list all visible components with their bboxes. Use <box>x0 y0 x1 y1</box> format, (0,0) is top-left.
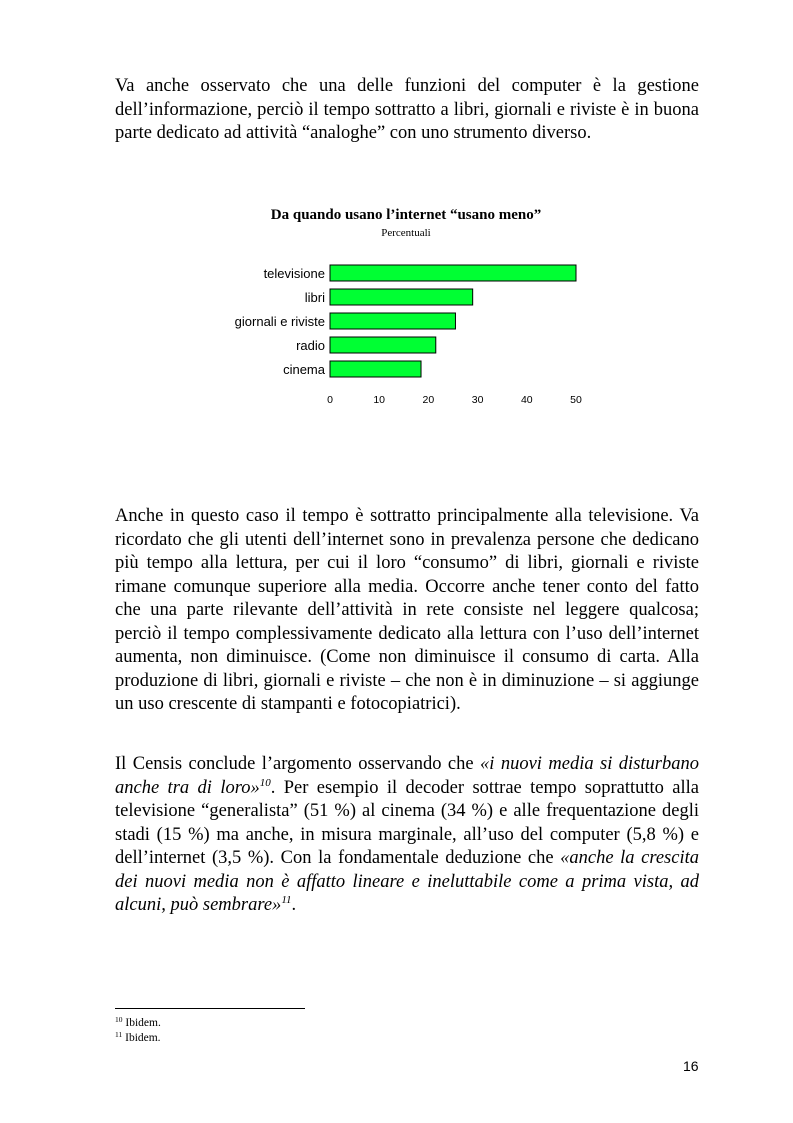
footnote-11 <box>115 1032 161 1044</box>
chart-bars <box>330 265 576 377</box>
footnote-10 <box>115 1017 161 1029</box>
x-tick-10: 10 <box>373 394 386 406</box>
footnote-separator <box>115 1008 305 1009</box>
category-label-giornali-e-riviste: giornali e riviste <box>234 314 325 329</box>
chart-category-labels <box>235 266 326 377</box>
x-tick-30: 30 <box>471 394 484 406</box>
footnote-ref-10: 10 <box>259 776 271 789</box>
x-tick-0: 0 <box>327 394 333 406</box>
bar-libri <box>330 289 473 305</box>
bar-chart <box>200 200 620 420</box>
censis-quote-2: «anche la crescita dei nuovi media non è affatto lineare e ineluttabile come a prima vista, ad alcuni, può sembrare» <box>115 848 699 915</box>
x-tick-40: 40 <box>520 394 533 406</box>
bar-cinema <box>330 361 421 377</box>
x-tick-20: 20 <box>422 394 435 406</box>
censis-end-text: . <box>291 895 297 915</box>
footnote-number: 10 <box>115 1015 123 1024</box>
x-tick-50: 50 <box>570 394 582 406</box>
bar-radio <box>330 337 436 353</box>
footnote-number: 11 <box>115 1030 123 1039</box>
censis-middle-text: . Per esempio il decoder sottrae tempo soprattutto alla televisione “generalista” (51 %) al cinema (34 %) e alle frequentazione degli stadi (15 %) ma anche, in misura marginale, all’uso del computer (5,8 %) e dell’internet (3,5 %). Con la fondamentale deduzione che <box>115 777 699 868</box>
page-number: 16 <box>683 1058 699 1074</box>
paragraph-censis <box>115 753 699 918</box>
category-label-cinema: cinema <box>283 362 325 377</box>
chart-title: Da quando usano l’internet “usano meno” <box>270 207 542 223</box>
footnote-ref-11: 11 <box>281 894 292 906</box>
chart-x-ticks <box>327 394 582 406</box>
category-label-radio: radio <box>296 338 325 353</box>
bar-televisione <box>330 265 576 281</box>
chart-subtitle: Percentuali <box>381 227 431 239</box>
footnote-text: Ibidem. <box>125 1017 161 1029</box>
paragraph-intro: Va anche osservato che una delle funzioni del computer è la gestione dell’informazione, perciò il tempo sottratto a libri, giornali e riviste è in buona parte dedicato ad attività “analoghe” con uno strumento diverso. <box>115 76 699 143</box>
footnote-text: Ibidem. <box>125 1032 161 1044</box>
censis-intro-text: Il Censis conclude l’argomento osservando che <box>115 754 481 774</box>
bar-giornali-e-riviste <box>330 313 455 329</box>
paragraph-television: Anche in questo caso il tempo è sottratto principalmente alla televisione. Va ricordato che gli utenti dell’internet sono in prevalenza persone che dedicano più tempo alla lettura, per cui il loro “consumo” di libri, giornali e riviste rimane comunque superiore alla media. Occorre anche tener conto del fatto che una parte rilevante dell’attività in rete consiste nel leggere qualcosa; perciò il tempo complessivamente dedicato alla lettura con l’uso dell’internet aumenta, non diminuisce. (Come non diminuisce il consumo di carta. Alla produzione di libri, giornali e riviste – che non è in diminuzione – si aggiunge un uso crescente di stampanti e fotocopiatrici). <box>115 506 699 714</box>
category-label-televisione: televisione <box>263 266 325 281</box>
bar-chart-svg <box>200 200 620 420</box>
category-label-libri: libri <box>304 290 325 305</box>
censis-quote-1: «i nuovi media si disturbano anche tra di loro» <box>115 754 699 798</box>
